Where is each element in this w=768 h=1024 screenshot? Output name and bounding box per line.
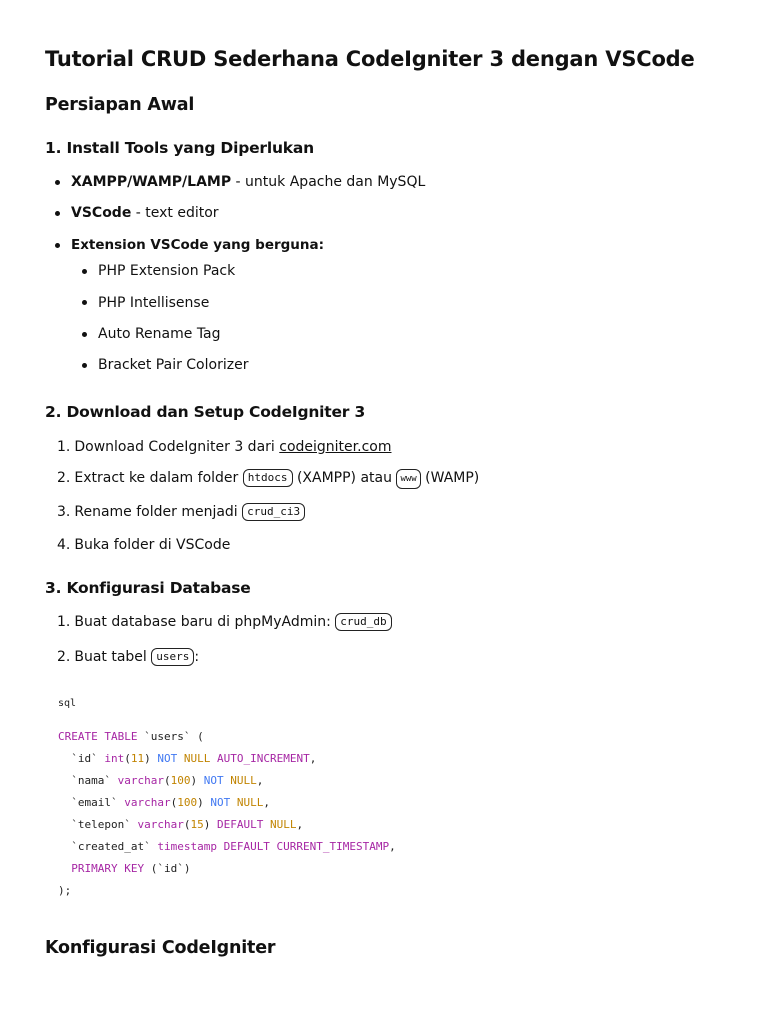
code-language-label: sql (58, 698, 77, 709)
bullet (82, 300, 87, 305)
list-item (71, 173, 425, 191)
section-heading-konfigurasi-codeigniter: Konfigurasi CodeIgniter (45, 938, 276, 958)
list-number: 4. (57, 537, 71, 553)
sub-list-item: PHP Extension Pack (98, 263, 236, 279)
code-line: PRIMARY KEY (`id`) (71, 862, 191, 875)
list-item-text: - untuk Apache dan MySQL (231, 174, 426, 190)
sub-list-item: Bracket Pair Colorizer (98, 357, 249, 373)
list-item-text: : (194, 649, 200, 665)
bullet (55, 180, 60, 185)
heading-konfigurasi-database: 3. Konfigurasi Database (45, 579, 251, 597)
code-line: `id` int(11) NOT NULL AUTO_INCREMENT, (58, 752, 317, 765)
list-number: 3. (57, 504, 71, 520)
list-item-text: Buka folder di VSCode (74, 537, 231, 553)
codeigniter-link[interactable]: codeigniter.com (279, 439, 392, 455)
list-item (57, 648, 199, 666)
bullet (55, 211, 60, 216)
bullet (82, 363, 87, 368)
code-line: `email` varchar(100) NOT NULL, (58, 796, 270, 809)
list-number: 1. (57, 439, 71, 455)
code-line: `created_at` timestamp DEFAULT CURRENT_TIMESTAMP, (58, 840, 396, 853)
code-line: `telepon` varchar(15) DEFAULT NULL, (58, 818, 304, 831)
list-item-text: Download CodeIgniter 3 dari (74, 439, 280, 455)
list-number: 2. (57, 470, 71, 486)
list-item-text: Buat tabel (74, 649, 152, 665)
list-item-bold: Extension VSCode yang berguna: (71, 237, 325, 253)
inline-code: users (151, 648, 194, 666)
heading-install-tools: 1. Install Tools yang Diperlukan (45, 139, 315, 157)
code-line: `nama` varchar(100) NOT NULL, (58, 774, 264, 787)
code-line: CREATE TABLE `users` ( (58, 730, 204, 743)
list-item (57, 613, 392, 631)
bullet (55, 243, 60, 248)
inline-code: www (396, 469, 420, 489)
list-item-text: Extract ke dalam folder (74, 470, 243, 486)
sub-list-item: Auto Rename Tag (98, 326, 221, 342)
list-item-text: Buat database baru di phpMyAdmin: (74, 614, 336, 630)
sub-list-item: PHP Intellisense (98, 295, 210, 311)
inline-code: htdocs (243, 469, 293, 487)
list-item-bold: XAMPP/WAMP/LAMP (71, 174, 232, 190)
list-item (57, 438, 391, 456)
list-item (71, 204, 219, 222)
list-item (57, 503, 305, 521)
list-item-bold: VSCode (71, 205, 132, 221)
list-number: 2. (57, 649, 71, 665)
inline-code: crud_ci3 (242, 503, 305, 521)
section-heading-persiapan: Persiapan Awal (45, 95, 195, 115)
page-title: Tutorial CRUD Sederhana CodeIgniter 3 dengan VSCode (45, 47, 695, 71)
list-item-text: (XAMPP) atau (292, 470, 397, 486)
heading-download-setup: 2. Download dan Setup CodeIgniter 3 (45, 403, 366, 421)
list-item (57, 536, 230, 554)
inline-code: crud_db (335, 613, 391, 631)
bullet (82, 269, 87, 274)
list-number: 1. (57, 614, 71, 630)
code-block (58, 726, 738, 902)
list-item-text: Rename folder menjadi (74, 504, 243, 520)
code-line: ); (58, 884, 72, 897)
list-item (57, 469, 479, 489)
list-item (71, 236, 324, 254)
bullet (82, 332, 87, 337)
list-item-text: (WAMP) (420, 470, 480, 486)
list-item-text: - text editor (131, 205, 219, 221)
